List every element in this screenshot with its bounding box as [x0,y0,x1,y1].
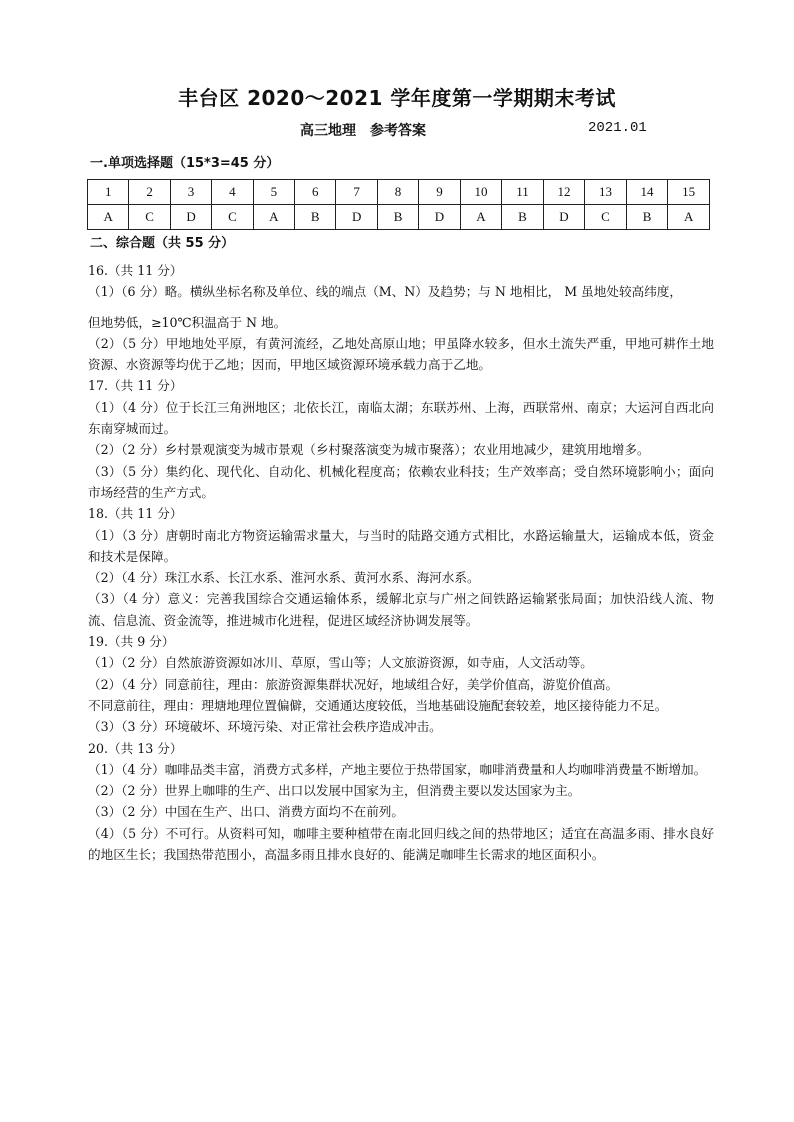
answer-table [87,179,710,230]
answer-cell: A [460,205,502,230]
question-number: 7 [336,180,377,205]
answer-cell: B [626,205,668,230]
answer-cell: C [129,205,170,230]
answer-line: （1）（6 分）略。横纵坐标名称及单位、线的端点（M、N）及趋势；与 N 地相比， M 虽地处较高纬度， [88,284,682,300]
question-number: 15 [668,180,710,205]
answer-line: （3）（2 分）中国在生产、出口、消费方面均不在前列。 [88,804,404,820]
answer-line: （2）（4 分）同意前往，理由：旅游资源集群状况好，地域组合好，美学价值高，游览价值高。 [88,676,619,692]
question-number: 1 [88,180,129,205]
answer-line: （2）（2 分）世界上咖啡的生产、出口以发展中国家为主，但消费主要以发达国家为主。 [88,783,581,799]
answer-cell: A [668,205,710,230]
answer-line: 但地势低，≥10℃积温高于 N 地。 [88,314,287,330]
answer-cell: A [253,205,294,230]
question-heading-18: 18.（共 11 分） [88,506,183,522]
question-heading-20: 20.（共 13 分） [88,740,183,756]
answer-line: （1）（4 分）咖啡品类丰富，消费方式多样，产地主要位于热带国家，咖啡消费量和人均咖啡消费量不断增加。 [88,761,707,777]
question-number: 6 [295,180,336,205]
answer-cell: B [377,205,418,230]
answer-line: （2）（2 分）乡村景观演变为城市景观（乡村聚落演变为城市聚落）；农业用地减少，建筑用地增多。 [88,442,650,458]
question-number-row [88,180,710,205]
exam-date: 2021.01 [588,120,647,136]
answer-line: （3）（3 分）环境破坏、环境污染、对正常社会秩序造成冲击。 [88,719,442,735]
question-heading-17: 17.（共 11 分） [88,378,183,394]
answer-line: （1）（2 分）自然旅游资源如冰川、草原，雪山等；人文旅游资源，如寺庙，人文活动等。 [88,655,593,671]
answer-line: （2）（4 分）珠江水系、长江水系、淮河水系、黄河水系、海河水系。 [88,570,480,586]
page-title: 丰台区 2020～2021 学年度第一学期期末考试 [178,86,616,110]
question-number: 5 [253,180,294,205]
question-heading-16: 16.（共 11 分） [88,263,183,278]
answer-body [88,260,714,865]
answer-cell: D [336,205,377,230]
question-number: 2 [129,180,170,205]
section-1-heading: 一.单项选择题（15*3=45 分） [90,156,280,171]
answer-line: （1）（4 分）位于长江三角洲地区；北依长江，南临太湖；东联苏州、上海，西联常州、南京；大运河自西北向东南穿城而过。 [88,399,714,437]
question-number: 8 [377,180,418,205]
question-number: 4 [212,180,253,205]
question-number: 12 [543,180,585,205]
answer-cell: A [88,205,129,230]
answer-cell: C [585,205,627,230]
answer-line: （4）（5 分）不可行。从资料可知，咖啡主要种植带在南北回归线之间的热带地区；适宜在高温多雨、排水良好的地区生长；我国热带范围小，高温多雨且排水良好的、能满足咖啡生长需求的地区面积小。 [88,825,714,863]
answer-cell: C [212,205,253,230]
section-2-heading: 二、综合题（共 55 分） [90,236,235,251]
question-number: 11 [502,180,544,205]
answer-line: （2）（5 分）甲地地处平原，有黄河流经，乙地处高原山地；甲虽降水较多，但水土流失严重，甲地可耕作土地资源、水资源等均优于乙地；因而，甲地区域资源环境承载力高于乙地。 [88,335,714,373]
question-number: 14 [626,180,668,205]
answer-line: （3）（4 分）意义：完善我国综合交通运输体系，缓解北京与广州之间铁路运输紧张局面；加快沿线人流、物流、信息流、资金流等，推进城市化进程，促进区域经济协调发展等。 [88,591,714,628]
answer-cell: B [295,205,336,230]
question-number: 13 [585,180,627,205]
answer-cell: D [170,205,211,230]
answer-line: （3）（5 分）集约化、现代化、自动化、机械化程度高；依赖农业科技；生产效率高；受自然环境影响小；面向市场经营的生产方式。 [88,463,714,500]
question-number: 3 [170,180,211,205]
answer-row [88,205,710,230]
page-subtitle: 高三地理 参考答案 [300,123,426,139]
question-heading-19: 19.（共 9 分） [88,634,175,650]
answer-line: （1）（3 分）唐朝时南北方物资运输需求量大，与当时的陆路交通方式相比，水路运输量大，运输成本低，资金和技术是保障。 [88,527,714,564]
answer-line: 不同意前往，理由：理塘地理位置偏僻，交通通达度较低，当地基础设施配套较差，地区接待能力不足。 [88,697,668,713]
answer-cell: D [543,205,585,230]
answer-cell: D [419,205,460,230]
question-number: 9 [419,180,460,205]
question-number: 10 [460,180,502,205]
answer-cell: B [502,205,544,230]
